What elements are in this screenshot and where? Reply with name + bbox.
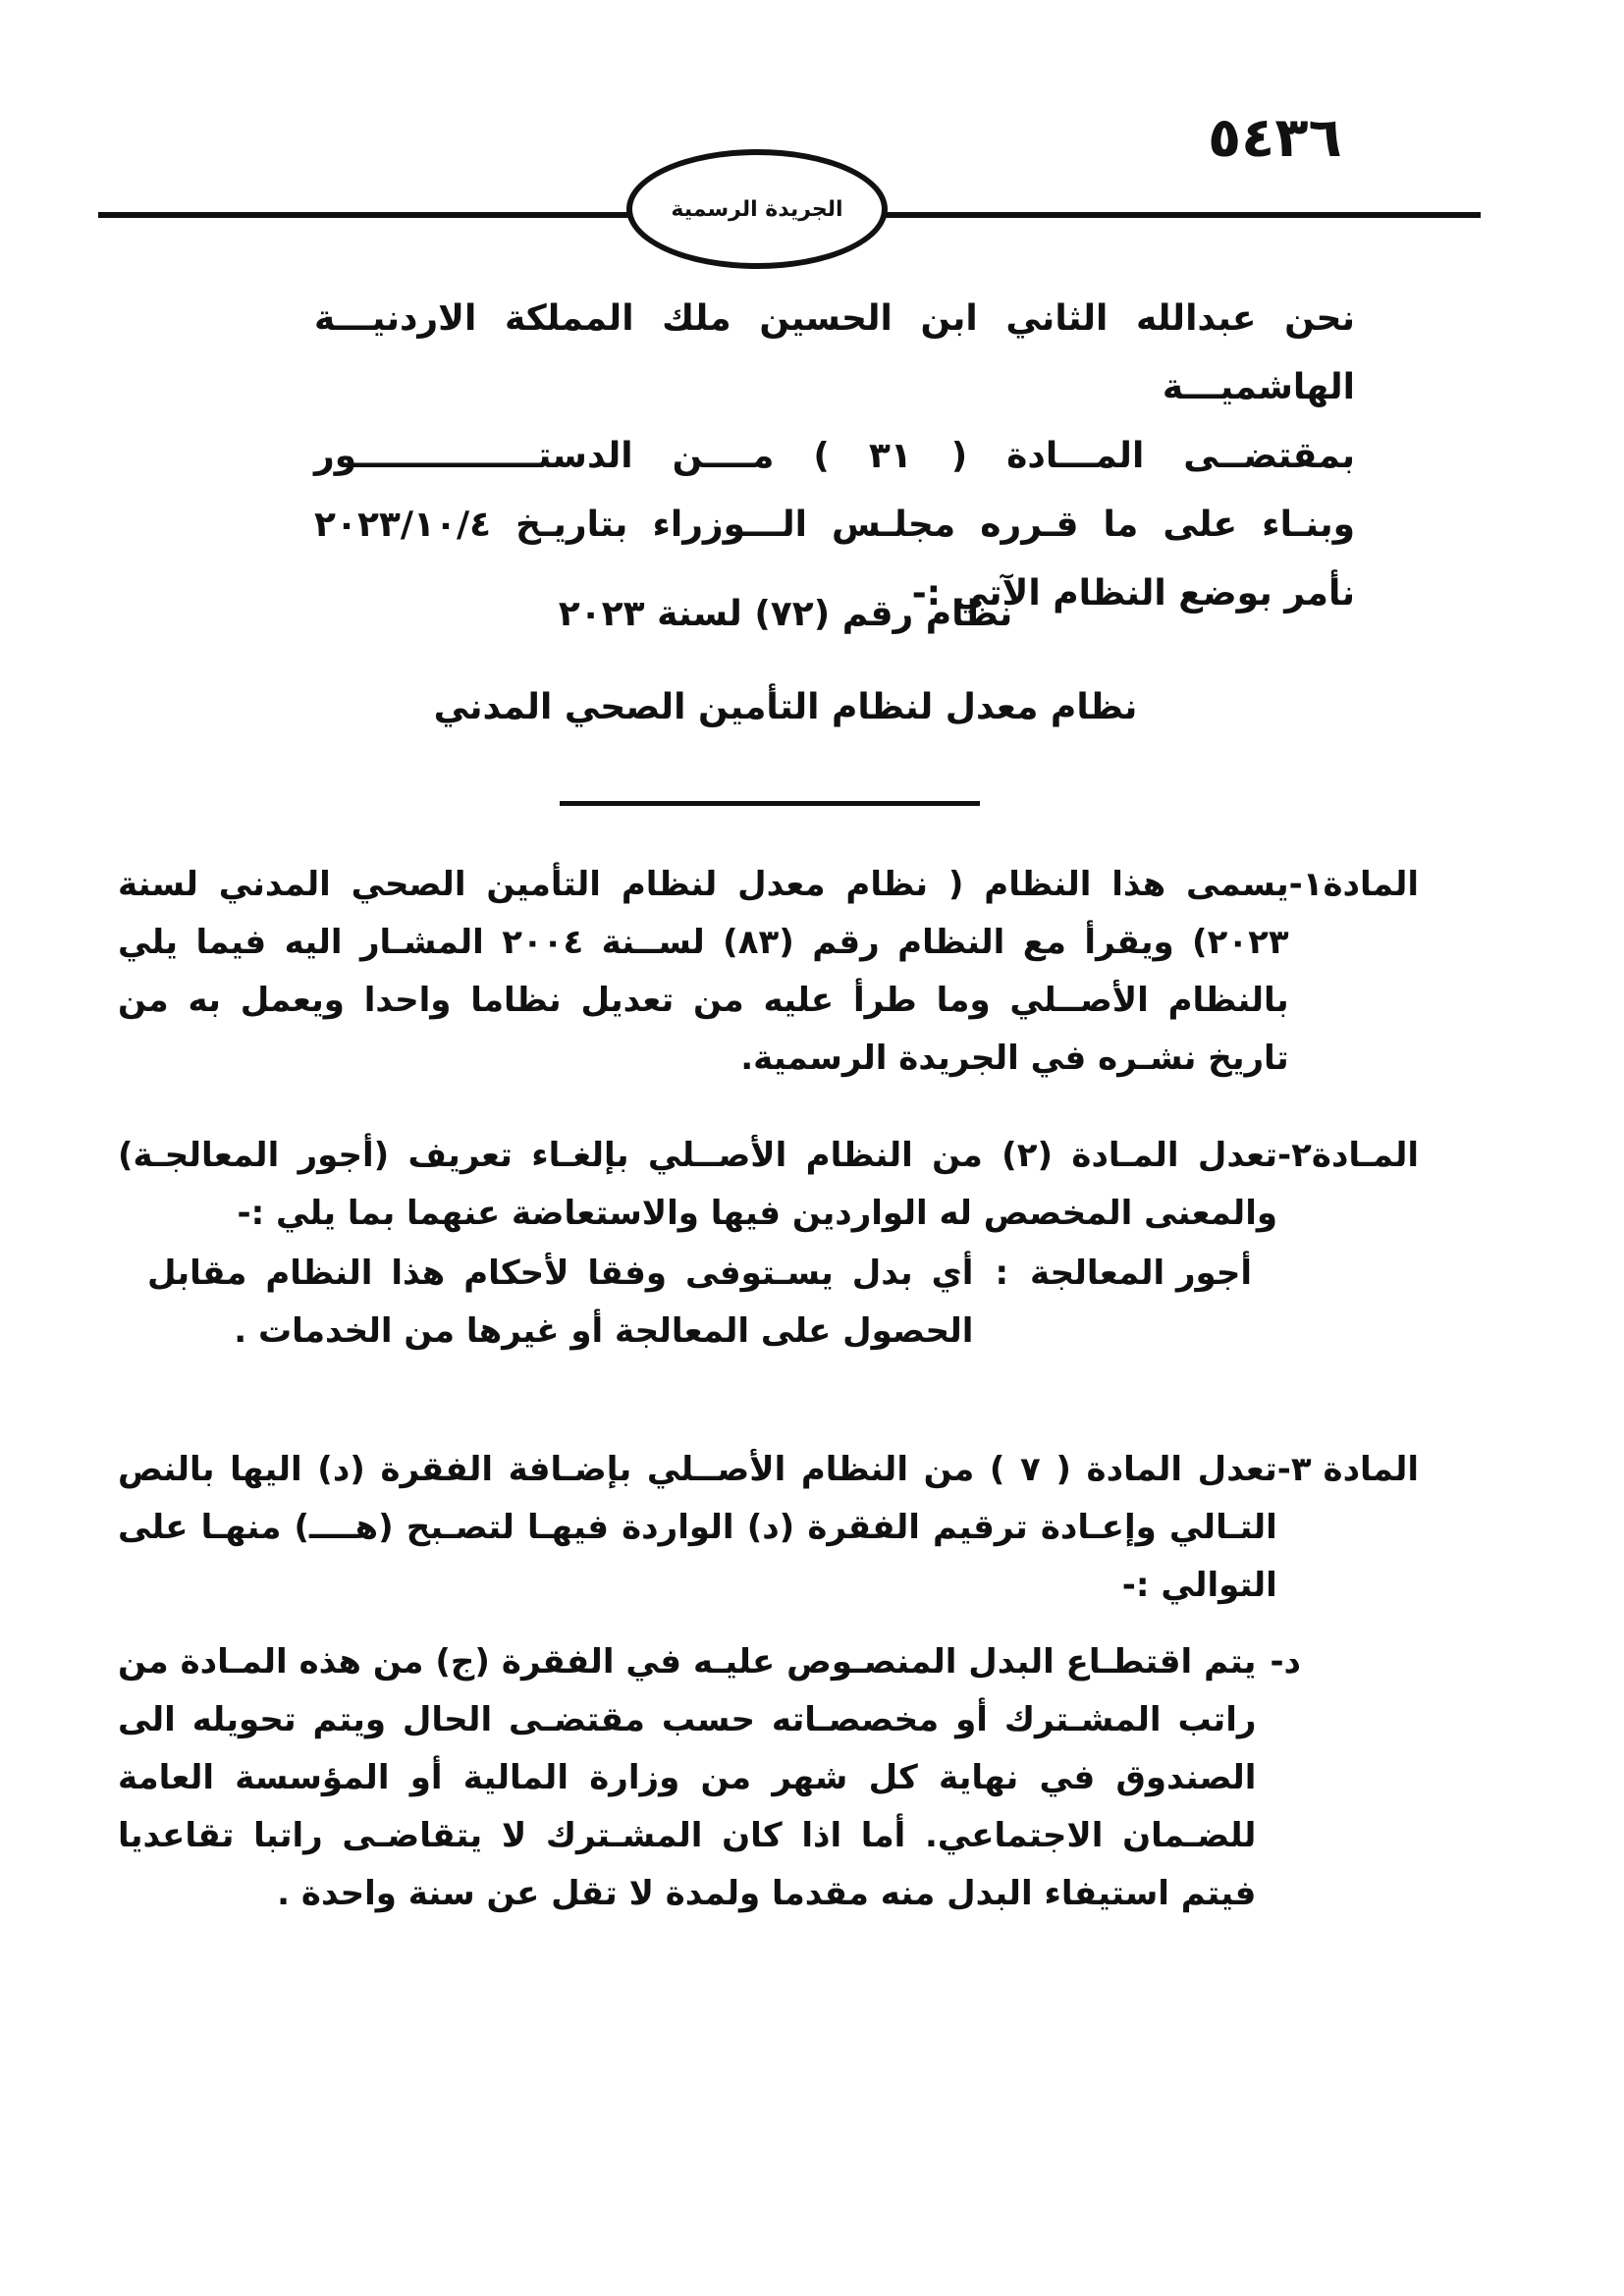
article-text: يسمى هذا النظام ( نظام معدل لنظام التأمين الصحي المدني لسنة ٢٠٢٣) ويقرأ مع النظام رقم (٨٣) لســنة ٢٠٠٤ المشـار اليه فيما يلي بالنظام الأصــلي وما طرأ عليه من تعديل نظاما واحدا ويعمل به من تاريخ نشـره في الجريدة الرسمية. [118,865,1289,1078]
definition-term: أجور المعالجة [1030,1254,1252,1293]
article-3 [118,1441,1419,1615]
definition-meaning: أي بدل يسـتوفى وفقا لأحكام هذا النظام مقابل الحصول على المعالجة أو غيرها من الخدمات . [147,1254,974,1351]
article-label: المادة١- [1288,865,1419,904]
preamble-line: وبنـاء على ما قـرره مجلـس الـــوزراء بتاريـخ ٢٠٢٣/١٠/٤ [314,505,1355,545]
regulation-number: نظام رقم (٧٢) لسنة ٢٠٢٣ [558,594,1013,634]
preamble-line: نأمر بوضع النظام الآتي :- [911,573,1355,614]
article-label: المـادة٢- [1276,1136,1419,1175]
definition-separator: : [995,1254,1009,1293]
paragraph-marker: د- [1270,1642,1301,1682]
gazette-name: الجريدة الرسمية [671,196,843,222]
article-1 [118,856,1419,1088]
gazette-emblem [626,149,888,269]
preamble-line: بمقتضــى المـــادة ( ٣١ ) مــــن الدستـــــــــــــــور [314,436,1355,476]
definition-treatment-fees [147,1245,1252,1361]
title-divider [560,801,980,806]
paragraph-d [118,1633,1301,1923]
article-text: تعدل المـادة (٢) من النظام الأصــلي بإلغـاء تعريف (أجور المعالجـة) والمعنى المخصص له الواردين فيها والاستعاضة عنهما بما يلي :- [118,1136,1277,1233]
regulation-name: نظام معدل لنظام التأمين الصحي المدني [433,687,1138,727]
article-text: تعدل المادة ( ٧ ) من النظام الأصــلي بإضـافة الفقرة (د) اليها بالنص التـالي وإعـادة ترقيم الفقرة (د) الواردة فيهـا لتصـبح (هــــ) منهـا على التوالي :- [118,1450,1277,1605]
preamble-line: نحن عبدالله الثاني ابن الحسين ملك المملكة الاردنيـــة الهاشميـــة [314,298,1355,407]
page-number: ٥٤٣٦ [1208,106,1342,170]
paragraph-text: يتم اقتطـاع البدل المنصـوص عليـه في الفقرة (ج) من هذه المـادة من راتب المشـترك أو مخصصـاته حسب مقتضـى الحال ويتم تحويله الى الصندوق في نهاية كل شهر من وزارة المالية أو المؤسسة العامة للضـمان الاجتماعي. أما اذا كان المشـترك لا يتقاضـى راتبا تقاعديا فيتم استيفاء البدل منه مقدما ولمدة لا تقل عن سنة واحدة . [118,1642,1257,1913]
preamble [314,285,1355,628]
article-label: المادة ٣- [1276,1450,1419,1489]
article-2 [118,1127,1419,1243]
